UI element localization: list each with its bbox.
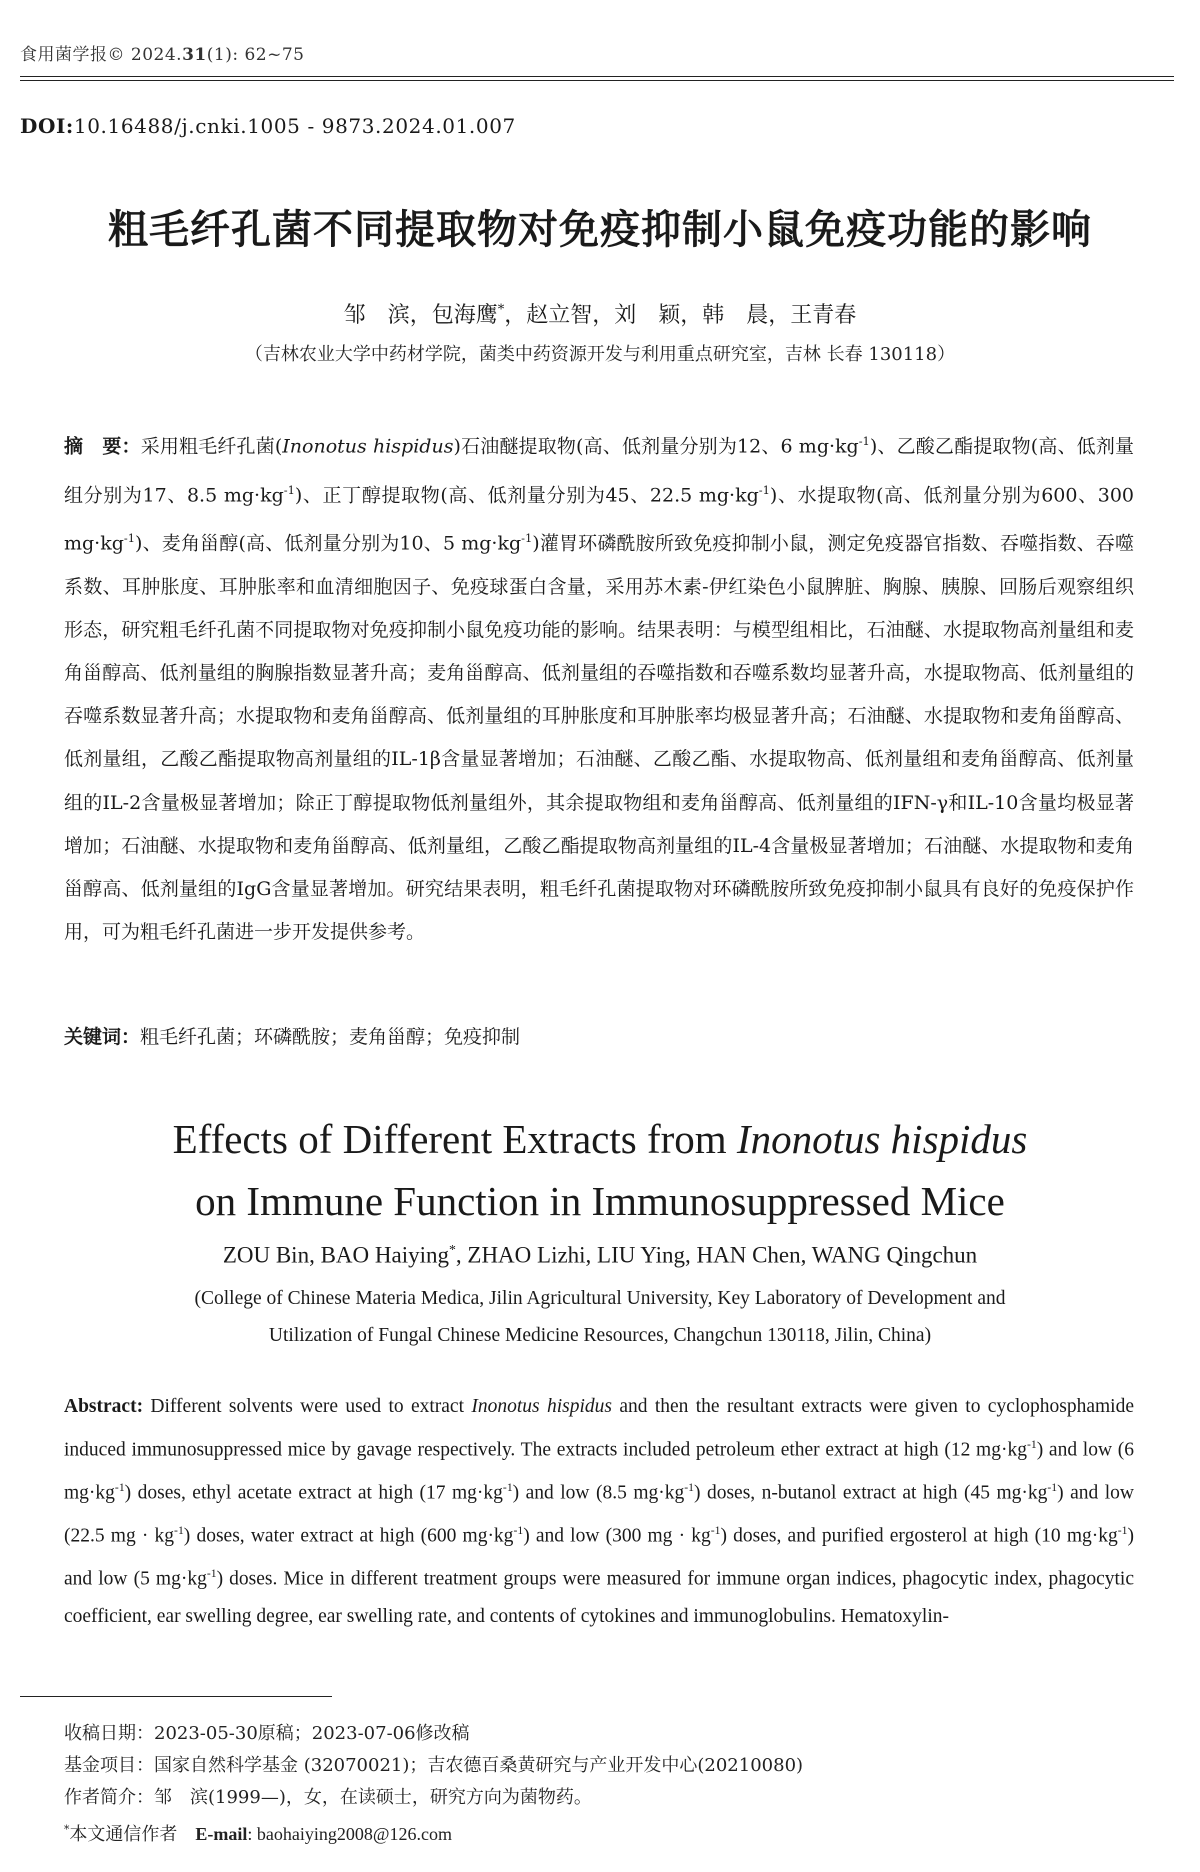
email-label: E-mail (195, 1824, 248, 1844)
unit-exponent: -1 (174, 1523, 184, 1537)
abstract-cn (64, 420, 1134, 954)
title-en-text: Effects of Different Extracts from (172, 1116, 737, 1162)
unit-exponent: -1 (206, 1566, 217, 1580)
footnote-corresponding (64, 1814, 803, 1851)
doi-line (20, 114, 516, 138)
affiliation-cn: （吉林农业大学中药材学院，菌类中药资源开发与利用重点研究室，吉林 长春 130118） (244, 344, 956, 365)
email-link[interactable]: : baohaiying2008@126.com (247, 1824, 452, 1844)
unit-exponent: -1 (858, 434, 870, 448)
unit-exponent: -1 (502, 1480, 513, 1494)
affiliation-en (0, 1280, 1200, 1354)
header-rule-thick (20, 76, 1174, 77)
unit-exponent: -1 (114, 1480, 125, 1494)
abstract-cn-text: )、乙酸乙酯提取物(高、低剂量组分别为17、8.5 mg·kg (64, 435, 1135, 506)
abstract-en-text: ) doses, ethyl acetate extract at high (17 mg·kg (124, 1482, 503, 1503)
abstract-en-label: Abstract: (64, 1396, 144, 1417)
abstract-cn-text: )灌胃环磷酰胺所致免疫抑制小鼠，测定免疫器官指数、吞噬指数、吞噬系数、耳肿胀度、耳肿胀率和血清细胞因子、免疫球蛋白含量，采用苏木素-伊红染色小鼠脾脏、胸腺、胰腺、回肠后观察组织形态，研究粗毛纤孔菌不同提取物对免疫抑制小鼠免疫功能的影响。结果表明：与模型组相比，石油醚、水提取物高剂量组和麦角甾醇高、低剂量组的胸腺指数显著升高；麦角甾醇高、低剂量组的吞噬指数和吞噬系数均显著升高，水提取物高、低剂量组的吞噬系数显著升高；水提取物和麦角甾醇高、低剂量组的耳肿胀度和耳肿胀率均极显著升高；石油醚、水提取物和麦角甾醇高、低剂量组，乙酸乙酯提取物高剂量组的IL-1β含量显著增加；石油醚、乙酸乙酯、水提取物高、低剂量组和麦角甾醇高、低剂量组的IL-2含量极显著增加；除正丁醇提取物低剂量组外，其余提取物组和麦角甾醇高、低剂量组的IFN-γ和IL-10含量均极显著增加；石油醚、水提取物和麦角甾醇高、低剂量组，乙酸乙酯提取物高剂量组的IL-4含量极显著增加；石油醚、水提取物和麦角甾醇高、低剂量组的IgG含量显著增加。研究结果表明，粗毛纤孔菌提取物对环磷酰胺所致免疫抑制小鼠具有良好的免疫保护作用，可为粗毛纤孔菌进一步开发提供参考。 (64, 532, 1134, 944)
unit-exponent: -1 (1117, 1523, 1128, 1537)
keywords-cn-label: 关键词： (64, 1026, 141, 1048)
unit-exponent: -1 (684, 1480, 694, 1494)
title-en (0, 1108, 1200, 1232)
abstract-cn-label: 摘 要： (64, 435, 141, 458)
abstract-cn-text: )、水提取物(高、低剂量分别为600、300 mg·kg (64, 483, 1135, 555)
unit-exponent: -1 (513, 1523, 524, 1537)
abstract-en-text: ) doses, and purified ergosterol at high (10 mg·kg (720, 1525, 1118, 1546)
unit-exponent: -1 (283, 482, 295, 497)
affiliation-en-line2: Utilization of Fungal Chinese Medicine Resources, Changchun 130118, Jilin, China) (268, 1325, 932, 1346)
abstract-en-text: ) and low (300 mg · kg (523, 1525, 711, 1546)
footnote-funding: 基金项目：国家自然科学基金 (32070021)；吉农德百桑黄研究与产业开发中心(20210080) (64, 1755, 804, 1776)
title-en-line1 (0, 1108, 1200, 1170)
abstract-en-text: and then the resultant extracts were given to cyclophosphamide induced immunosuppressed mice by gavage respectively. The extracts included petroleum ether extract at high (12 mg·kg (64, 1396, 1134, 1460)
title-cn: 粗毛纤孔菌不同提取物对免疫抑制小鼠免疫功能的影响 (108, 207, 1092, 253)
title-en-line2: on Immune Function in Immunosuppressed Mice (195, 1178, 1005, 1224)
abstract-en-text: ) and low (6 mg·kg (64, 1439, 1134, 1503)
doi-label: DOI: (20, 114, 74, 138)
abstract-en (64, 1388, 1134, 1635)
authors-en (0, 1242, 1200, 1269)
abstract-en-text: ) doses, water extract at high (600 mg·kg (183, 1525, 514, 1546)
journal-name: 食用菌学报 (20, 45, 108, 65)
footnote-author-bio: 作者简介：邹 滨(1999—)，女，在读硕士，研究方向为菌物药。 (64, 1787, 592, 1808)
journal-header (20, 40, 304, 65)
abstract-en-text: Different solvents were used to extract (143, 1396, 472, 1417)
species-name: Inonotus hispidus (282, 435, 454, 458)
unit-exponent: -1 (521, 531, 533, 546)
abstract-cn-text: 采用粗毛纤孔菌( (140, 435, 283, 458)
unit-exponent: -1 (710, 1523, 721, 1537)
copyright-icon: © (107, 45, 125, 65)
footnotes (64, 1718, 803, 1851)
keywords-cn (64, 1020, 1134, 1054)
authors-cn (0, 298, 1200, 329)
abstract-cn-text: )、正丁醇提取物(高、低剂量分别为45、22.5 mg·kg (294, 483, 759, 506)
corresponding-star: * (448, 1242, 456, 1257)
authors-en-a: ZOU Bin, BAO Haiying (222, 1242, 449, 1268)
footnote-received: 收稿日期：2023-05-30原稿；2023-07-06修改稿 (64, 1723, 470, 1744)
journal-volume: 31 (182, 45, 207, 65)
unit-exponent: -1 (758, 482, 770, 497)
abstract-en-text: ) doses, n-butanol extract at high (45 mg·kg (693, 1482, 1048, 1503)
journal-year: 2024. (130, 45, 183, 65)
corresponding-star: * (64, 1823, 70, 1836)
abstract-en-text: ) and low (22.5 mg · kg (64, 1482, 1134, 1546)
abstract-en-text: ) and low (5 mg·kg (64, 1525, 1134, 1589)
species-name: Inonotus hispidus (736, 1116, 1028, 1162)
unit-exponent: -1 (1047, 1480, 1058, 1494)
keywords-cn-text: 粗毛纤孔菌；环磷酰胺；麦角甾醇；免疫抑制 (140, 1026, 521, 1048)
abstract-en-text: ) and low (8.5 mg·kg (512, 1482, 685, 1503)
abstract-cn-text: )石油醚提取物(高、低剂量分别为12、6 mg·kg (453, 435, 859, 458)
journal-issue-pages: (1): 62~75 (206, 45, 305, 65)
corresponding-label: 本文通信作者 (69, 1824, 196, 1845)
species-name: Inonotus hispidus (471, 1396, 612, 1417)
authors-cn-b: ，赵立智，刘 颖，韩 晨，王青春 (504, 303, 857, 328)
authors-en-b: , ZHAO Lizhi, LIU Ying, HAN Chen, WANG Qingchun (455, 1242, 978, 1268)
authors-cn-a: 邹 滨，包海鹰 (343, 303, 498, 328)
unit-exponent: -1 (123, 531, 136, 546)
corresponding-star: * (497, 302, 505, 318)
footnote-rule (20, 1696, 332, 1697)
abstract-en-text: ) doses. Mice in different treatment groups were measured for immune organ indices, phagocytic index, phagocytic coefficient, ear swelling degree, ear swelling rate, and contents of cytokines and immunoglobulins. Hematoxylin- (64, 1568, 1135, 1627)
header-rule-thin (20, 80, 1174, 81)
abstract-cn-text: )、麦角甾醇(高、低剂量分别为10、5 mg·kg (135, 532, 522, 555)
unit-exponent: -1 (1026, 1437, 1037, 1451)
affiliation-en-line1: (College of Chinese Materia Medica, Jilin Agricultural University, Key Laboratory of Development and (194, 1288, 1006, 1309)
doi-value: 10.16488/j.cnki.1005 - 9873.2024.01.007 (73, 114, 516, 138)
